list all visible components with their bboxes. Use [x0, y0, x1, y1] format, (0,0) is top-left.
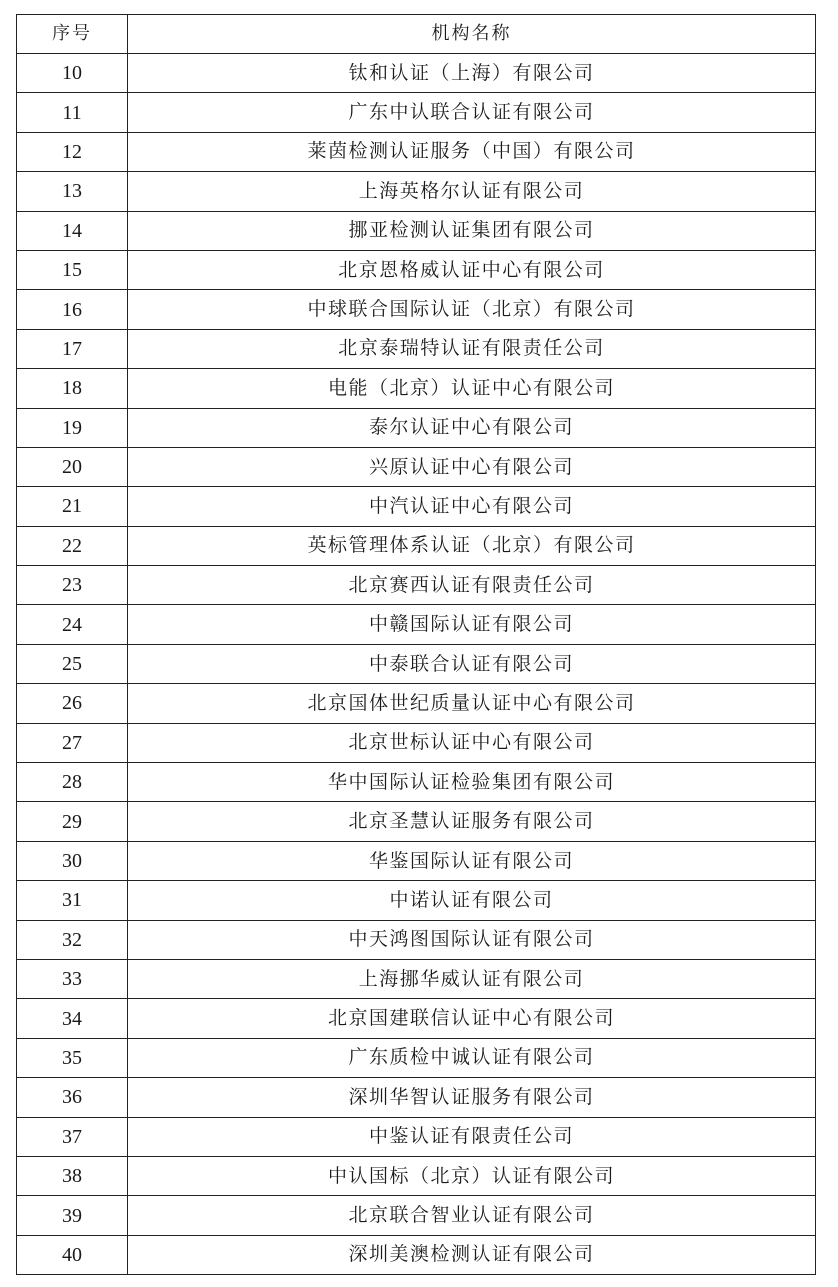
- table-row: [17, 1038, 816, 1077]
- institution-name: 中诺认证有限公司: [128, 881, 816, 920]
- table-row: [17, 447, 816, 486]
- row-number: 34: [17, 999, 128, 1038]
- row-number: 11: [17, 93, 128, 132]
- institution-name: 挪亚检测认证集团有限公司: [128, 211, 816, 250]
- row-number: 17: [17, 329, 128, 368]
- row-number: 24: [17, 605, 128, 644]
- table-row: [17, 841, 816, 880]
- row-number: 20: [17, 447, 128, 486]
- row-number: 40: [17, 1235, 128, 1274]
- table-row: [17, 566, 816, 605]
- row-number: 27: [17, 723, 128, 762]
- table-row: [17, 723, 816, 762]
- institution-name: 北京圣慧认证服务有限公司: [128, 802, 816, 841]
- row-number: 30: [17, 841, 128, 880]
- row-number: 36: [17, 1078, 128, 1117]
- table-row: [17, 250, 816, 289]
- table-row: [17, 172, 816, 211]
- institution-name: 中汽认证中心有限公司: [128, 487, 816, 526]
- institution-table: [16, 14, 816, 1275]
- row-number: 33: [17, 959, 128, 998]
- institution-name: 莱茵检测认证服务（中国）有限公司: [128, 132, 816, 171]
- table-header: [17, 15, 816, 54]
- institution-name: 上海挪华威认证有限公司: [128, 959, 816, 998]
- table-row: [17, 369, 816, 408]
- header-name: 机构名称: [128, 15, 816, 54]
- row-number: 39: [17, 1196, 128, 1235]
- row-number: 21: [17, 487, 128, 526]
- table-row: [17, 644, 816, 683]
- institution-name: 中泰联合认证有限公司: [128, 644, 816, 683]
- table-row: [17, 1196, 816, 1235]
- row-number: 35: [17, 1038, 128, 1077]
- header-number: 序号: [17, 15, 128, 54]
- institution-name: 广东中认联合认证有限公司: [128, 93, 816, 132]
- institution-name: 泰尔认证中心有限公司: [128, 408, 816, 447]
- institution-name: 北京世标认证中心有限公司: [128, 723, 816, 762]
- institution-name: 广东质检中诚认证有限公司: [128, 1038, 816, 1077]
- header-row: [17, 15, 816, 54]
- institution-name: 北京赛西认证有限责任公司: [128, 566, 816, 605]
- table-row: [17, 290, 816, 329]
- table-row: [17, 999, 816, 1038]
- table-row: [17, 211, 816, 250]
- row-number: 22: [17, 526, 128, 565]
- table-row: [17, 526, 816, 565]
- table-row: [17, 487, 816, 526]
- institution-name: 北京泰瑞特认证有限责任公司: [128, 329, 816, 368]
- institution-name: 上海英格尔认证有限公司: [128, 172, 816, 211]
- row-number: 16: [17, 290, 128, 329]
- table-row: [17, 959, 816, 998]
- institution-name: 中天鸿图国际认证有限公司: [128, 920, 816, 959]
- table-row: [17, 684, 816, 723]
- table-row: [17, 1117, 816, 1156]
- institution-name: 北京国建联信认证中心有限公司: [128, 999, 816, 1038]
- institution-name: 中认国标（北京）认证有限公司: [128, 1156, 816, 1195]
- row-number: 31: [17, 881, 128, 920]
- institution-name: 深圳华智认证服务有限公司: [128, 1078, 816, 1117]
- row-number: 23: [17, 566, 128, 605]
- institution-name: 钛和认证（上海）有限公司: [128, 54, 816, 93]
- institution-name: 中鉴认证有限责任公司: [128, 1117, 816, 1156]
- row-number: 28: [17, 763, 128, 802]
- table-row: [17, 408, 816, 447]
- table-row: [17, 1235, 816, 1274]
- table-row: [17, 329, 816, 368]
- row-number: 25: [17, 644, 128, 683]
- row-number: 26: [17, 684, 128, 723]
- table-row: [17, 920, 816, 959]
- row-number: 12: [17, 132, 128, 171]
- row-number: 29: [17, 802, 128, 841]
- row-number: 14: [17, 211, 128, 250]
- institution-name: 深圳美澳检测认证有限公司: [128, 1235, 816, 1274]
- row-number: 18: [17, 369, 128, 408]
- institution-name: 华鉴国际认证有限公司: [128, 841, 816, 880]
- table-row: [17, 763, 816, 802]
- institution-name: 兴原认证中心有限公司: [128, 447, 816, 486]
- table-row: [17, 132, 816, 171]
- institution-name: 电能（北京）认证中心有限公司: [128, 369, 816, 408]
- row-number: 38: [17, 1156, 128, 1195]
- table-row: [17, 1078, 816, 1117]
- institution-name: 北京联合智业认证有限公司: [128, 1196, 816, 1235]
- row-number: 32: [17, 920, 128, 959]
- table-row: [17, 54, 816, 93]
- table-body: [17, 54, 816, 1275]
- table-row: [17, 605, 816, 644]
- institution-name: 中球联合国际认证（北京）有限公司: [128, 290, 816, 329]
- institution-name: 北京恩格威认证中心有限公司: [128, 250, 816, 289]
- row-number: 15: [17, 250, 128, 289]
- table-row: [17, 881, 816, 920]
- row-number: 37: [17, 1117, 128, 1156]
- table-row: [17, 802, 816, 841]
- row-number: 10: [17, 54, 128, 93]
- row-number: 13: [17, 172, 128, 211]
- institution-name: 华中国际认证检验集团有限公司: [128, 763, 816, 802]
- institution-name: 英标管理体系认证（北京）有限公司: [128, 526, 816, 565]
- row-number: 19: [17, 408, 128, 447]
- institution-name: 北京国体世纪质量认证中心有限公司: [128, 684, 816, 723]
- table-row: [17, 1156, 816, 1195]
- table-row: [17, 93, 816, 132]
- institution-name: 中赣国际认证有限公司: [128, 605, 816, 644]
